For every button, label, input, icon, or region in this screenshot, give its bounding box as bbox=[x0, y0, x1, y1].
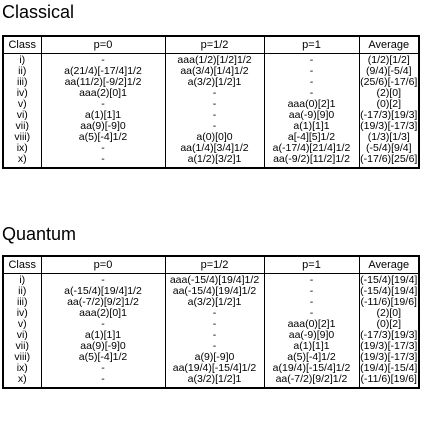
column-header: p=0 bbox=[41, 36, 165, 54]
table-cell: - bbox=[264, 66, 359, 77]
table-cell: - bbox=[41, 99, 165, 110]
table-cell: a(1)[1]1 bbox=[264, 341, 359, 352]
table-cell: (-17/6)[25/6] bbox=[360, 154, 418, 165]
table-row bbox=[3, 132, 419, 143]
table-cell: - bbox=[165, 88, 264, 99]
table-cell: - bbox=[165, 319, 264, 330]
table-cell: - bbox=[264, 54, 359, 67]
table-cell: - bbox=[264, 297, 359, 308]
table-cell: (1/3)[1/3] bbox=[367, 132, 410, 143]
table-row bbox=[3, 99, 419, 110]
table-cell: - bbox=[165, 110, 264, 121]
table-cell: aa(19/4)[-15/4]1/2 bbox=[165, 363, 264, 374]
table-row bbox=[3, 374, 419, 388]
table-cell: - bbox=[165, 99, 264, 110]
column-header: Average bbox=[359, 36, 419, 54]
table-cell: aaa(2)[0]1 bbox=[41, 308, 165, 319]
table-cell: a(0)[0]0 bbox=[165, 132, 264, 143]
column-header: p=1/2 bbox=[165, 256, 264, 274]
table-cell: a(1)[1]1 bbox=[41, 110, 165, 121]
table-cell: a(5)[-4]1/2 bbox=[41, 132, 165, 143]
table-cell: (25/6)[-17/6] bbox=[360, 77, 418, 88]
row-class-label: i) bbox=[3, 274, 41, 287]
table-cell: - bbox=[41, 363, 165, 374]
table-cell: (0)[2] bbox=[376, 319, 401, 330]
table-cell: (19/3)[-17/3] bbox=[360, 352, 418, 363]
column-header: p=1 bbox=[264, 256, 359, 274]
table-cell: (-11/6)[19/6] bbox=[360, 374, 417, 385]
table-cell: - bbox=[264, 88, 359, 99]
table-row bbox=[3, 110, 419, 121]
table-cell: a(9)[-9]0 bbox=[165, 352, 264, 363]
table-cell: a(19/4)[-15/4]1/2 bbox=[264, 363, 359, 374]
table-header-row bbox=[3, 36, 419, 54]
quantum-table bbox=[2, 255, 420, 389]
classical-title: Classical bbox=[2, 2, 75, 22]
table-cell: a(1)[1]1 bbox=[41, 330, 165, 341]
table-cell: aaa(0)[2]1 bbox=[264, 99, 359, 110]
table-row bbox=[3, 297, 419, 308]
table-cell: - bbox=[165, 330, 264, 341]
table-cell: a(3/2)[1/2]1 bbox=[165, 297, 264, 308]
row-class-label: viii) bbox=[3, 132, 41, 143]
table-row bbox=[3, 88, 419, 99]
table-cell: (0)[2] bbox=[376, 99, 401, 110]
column-header: p=1/2 bbox=[165, 36, 264, 54]
table-cell: a(-17/4)[21/4]1/2 bbox=[264, 143, 359, 154]
row-class-label: vi) bbox=[3, 330, 41, 341]
table-cell: - bbox=[41, 143, 165, 154]
table-cell: aa(9)[-9]0 bbox=[41, 121, 165, 132]
table-cell: - bbox=[264, 77, 359, 88]
table-cell: (-15/4)[19/4] bbox=[360, 274, 418, 286]
table-row bbox=[3, 154, 419, 168]
table-cell: aa(-9/2)[11/2]1/2 bbox=[264, 154, 359, 168]
column-header: p=0 bbox=[41, 256, 165, 274]
table-row bbox=[3, 363, 419, 374]
table-cell: (2)[0] bbox=[376, 88, 401, 99]
table-cell: a(-15/4)[19/4]1/2 bbox=[41, 286, 165, 297]
table-row bbox=[3, 77, 419, 88]
row-class-label: iv) bbox=[3, 308, 41, 319]
column-header: Average bbox=[359, 256, 419, 274]
row-class-label: vi) bbox=[3, 110, 41, 121]
table-cell: (19/3)[-17/3] bbox=[360, 341, 418, 352]
row-class-label: v) bbox=[3, 319, 41, 330]
table-cell: aaa(1/2)[1/2]1/2 bbox=[165, 54, 264, 67]
table-cell: a(3/2)[1/2]1 bbox=[165, 77, 264, 88]
table-cell: - bbox=[41, 319, 165, 330]
column-header: p=1 bbox=[264, 36, 359, 54]
row-class-label: v) bbox=[3, 99, 41, 110]
table-row bbox=[3, 319, 419, 330]
row-class-label: x) bbox=[3, 374, 41, 388]
row-class-label: iv) bbox=[3, 88, 41, 99]
table-row bbox=[3, 274, 419, 287]
table-cell: aa(-7/2)[9/2]1/2 bbox=[264, 374, 359, 388]
column-header: Class bbox=[3, 256, 41, 274]
table-row bbox=[3, 121, 419, 132]
table-cell: - bbox=[165, 341, 264, 352]
table-cell: (-17/3)[19/3] bbox=[360, 330, 418, 341]
table-cell: a(1/2)[3/2]1 bbox=[165, 154, 264, 168]
table-cell: - bbox=[264, 274, 359, 287]
table-cell: - bbox=[41, 274, 165, 287]
table-cell: - bbox=[41, 154, 165, 168]
table-cell: aa(3/4)[1/4]1/2 bbox=[165, 66, 264, 77]
classical-table bbox=[2, 35, 420, 169]
row-class-label: vii) bbox=[3, 341, 41, 352]
table-cell: - bbox=[165, 308, 264, 319]
table-cell: (-17/3)[19/3] bbox=[360, 110, 418, 121]
table-cell: aa(1/4)[3/4]1/2 bbox=[165, 143, 264, 154]
table-cell: a(5)[-4]1/2 bbox=[264, 352, 359, 363]
row-class-label: i) bbox=[3, 54, 41, 67]
table-cell: (-11/6)[19/6] bbox=[360, 297, 417, 308]
table-row bbox=[3, 143, 419, 154]
row-class-label: x) bbox=[3, 154, 41, 168]
table-cell: aaa(-15/4)[19/4]1/2 bbox=[165, 274, 264, 287]
table-cell: aa(9)[-9]0 bbox=[41, 341, 165, 352]
row-class-label: iii) bbox=[3, 77, 41, 88]
table-cell: (2)[0] bbox=[376, 308, 401, 319]
table-cell: aa(-7/2)[9/2]1/2 bbox=[41, 297, 165, 308]
row-class-label: vii) bbox=[3, 121, 41, 132]
table-cell: a[-4][5]1/2 bbox=[264, 132, 359, 143]
row-class-label: iii) bbox=[3, 297, 41, 308]
row-class-label: viii) bbox=[3, 352, 41, 363]
table-cell: a(3/2)[1/2]1 bbox=[165, 374, 264, 388]
table-cell: aaa(2)[0]1 bbox=[41, 88, 165, 99]
table-row bbox=[3, 330, 419, 341]
row-class-label: ix) bbox=[3, 143, 41, 154]
table-row bbox=[3, 341, 419, 352]
table-cell: a(1)[1]1 bbox=[264, 121, 359, 132]
table-cell: (-15/4)[19/4] bbox=[360, 286, 418, 297]
table-cell: a(21/4)[-17/4]1/2 bbox=[41, 66, 165, 77]
table-cell: aa(-15/4)[19/4]1/2 bbox=[165, 286, 264, 297]
row-class-label: ii) bbox=[3, 286, 41, 297]
table-cell: a(5)[-4]1/2 bbox=[41, 352, 165, 363]
table-row bbox=[3, 54, 419, 67]
table-cell: (1/2)[1/2] bbox=[367, 54, 410, 66]
table-cell: aaa(0)[2]1 bbox=[264, 319, 359, 330]
column-header: Class bbox=[3, 36, 41, 54]
table-cell: (9/4)[-5/4] bbox=[365, 66, 412, 77]
row-class-label: ix) bbox=[3, 363, 41, 374]
table-cell: - bbox=[41, 54, 165, 67]
table-cell: - bbox=[264, 308, 359, 319]
table-cell: - bbox=[165, 121, 264, 132]
table-row bbox=[3, 66, 419, 77]
table-cell: (19/4)[-15/4] bbox=[360, 363, 418, 374]
table-cell: aa(11/2)[-9/2]1/2 bbox=[41, 77, 165, 88]
table-cell: - bbox=[264, 286, 359, 297]
quantum-title: Quantum bbox=[2, 224, 77, 244]
row-class-label: ii) bbox=[3, 66, 41, 77]
table-cell: (19/3)[-17/3] bbox=[360, 121, 418, 132]
table-cell: aa(-9)[9]0 bbox=[264, 110, 359, 121]
table-cell: (-5/4)[9/4] bbox=[365, 143, 412, 154]
table-row bbox=[3, 286, 419, 297]
table-header-row bbox=[3, 256, 419, 274]
table-row bbox=[3, 352, 419, 363]
table-cell: aa(-9)[9]0 bbox=[264, 330, 359, 341]
table-row bbox=[3, 308, 419, 319]
table-cell: - bbox=[41, 374, 165, 388]
